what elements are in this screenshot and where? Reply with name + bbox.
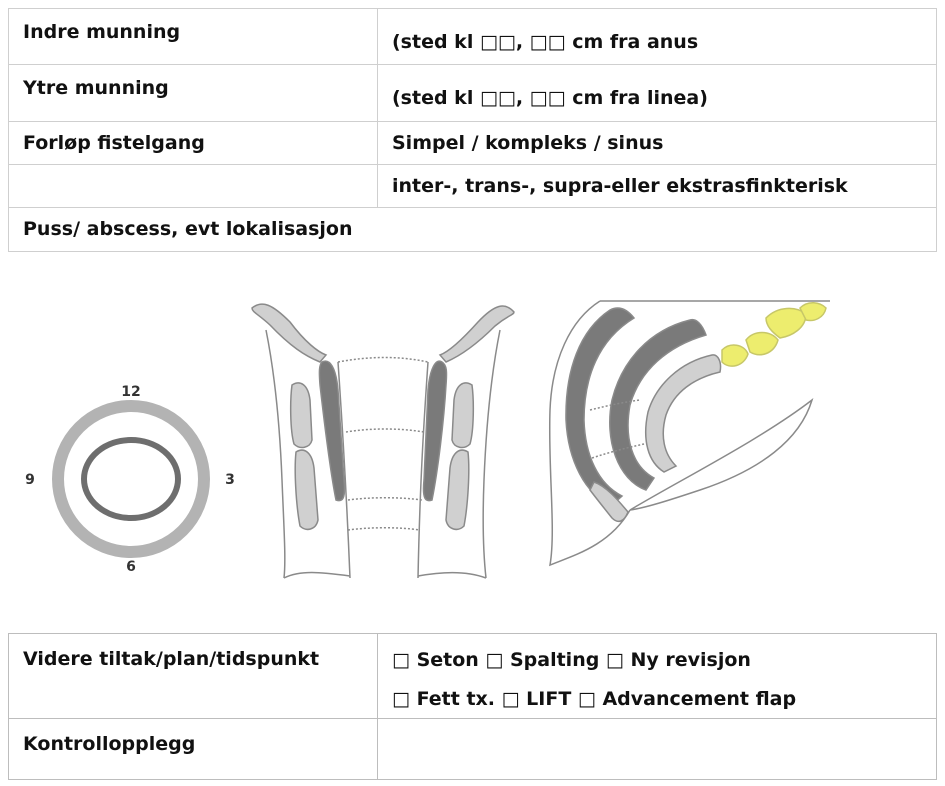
- outer-wall-left: [266, 330, 285, 578]
- external-sphincter-right-lower: [446, 450, 469, 529]
- row-sphincter-type: [9, 165, 937, 208]
- external-sphincter-left-lower: [295, 450, 318, 529]
- skin-left: [284, 573, 350, 579]
- coccyx-segment-1: [722, 345, 748, 366]
- clock-label-6: 6: [126, 559, 136, 575]
- row-outer-opening: [9, 65, 937, 122]
- label-pus-abscess[interactable]: Puss/ abscess, evt lokalisasjon: [9, 208, 937, 252]
- outer-wall-right: [483, 330, 500, 578]
- plan-table: [8, 633, 937, 780]
- external-sphincter-left-upper: [291, 383, 312, 448]
- dotted-line-3: [348, 498, 422, 500]
- value-fistula-course[interactable]: Simpel / kompleks / sinus: [378, 122, 937, 165]
- clock-label-3: 3: [225, 472, 235, 488]
- label-plan: Videre tiltak/plan/tidspunkt: [9, 634, 378, 719]
- levator-right: [440, 306, 514, 362]
- fistula-findings-table: [8, 8, 937, 252]
- label-fistula-course: Forløp fistelgang: [9, 122, 378, 165]
- row-control: [9, 719, 937, 780]
- row-inner-opening: [9, 9, 937, 65]
- plan-options-line-2[interactable]: □ Fett tx. □ LIFT □ Advancement flap: [392, 688, 797, 710]
- dotted-line-4: [348, 528, 420, 530]
- coccyx-segment-3: [766, 308, 806, 338]
- row-plan: [9, 634, 937, 719]
- external-sphincter-right-upper: [452, 383, 473, 448]
- value-control[interactable]: [378, 719, 937, 780]
- levator-left: [252, 304, 326, 362]
- dotted-line-2: [346, 429, 424, 432]
- value-plan: [378, 634, 937, 719]
- dotted-line-1: [338, 358, 428, 363]
- clock-label-9: 9: [25, 472, 35, 488]
- value-inner-opening[interactable]: (sted kl □□, □□ cm fra anus: [378, 9, 937, 65]
- row-pus-abscess: [9, 208, 937, 252]
- coronal-section-diagram: [252, 304, 514, 578]
- sagittal-mucosa-light: [646, 355, 721, 472]
- label-control: Kontrollopplegg: [9, 719, 378, 780]
- coccyx-segment-2: [746, 333, 778, 355]
- value-outer-opening[interactable]: (sted kl □□, □□ cm fra linea): [378, 65, 937, 122]
- label-inner-opening: Indre munning: [9, 9, 378, 65]
- clock-outer-ring: [58, 406, 204, 552]
- label-empty: [9, 165, 378, 208]
- value-sphincter-type[interactable]: inter-, trans-, supra-eller ekstrasfinkterisk: [378, 165, 937, 208]
- anatomy-figure: [0, 280, 945, 600]
- sagittal-section-diagram: [550, 301, 830, 565]
- clock-inner-ring: [84, 440, 178, 518]
- clock-diagram: [25, 384, 235, 575]
- clock-label-12: 12: [121, 384, 141, 400]
- label-outer-opening: Ytre munning: [9, 65, 378, 122]
- skin-right: [418, 573, 486, 579]
- row-fistula-course: [9, 122, 937, 165]
- plan-options-line-1[interactable]: □ Seton □ Spalting □ Ny revisjon: [392, 649, 751, 671]
- internal-sphincter-left: [319, 361, 344, 500]
